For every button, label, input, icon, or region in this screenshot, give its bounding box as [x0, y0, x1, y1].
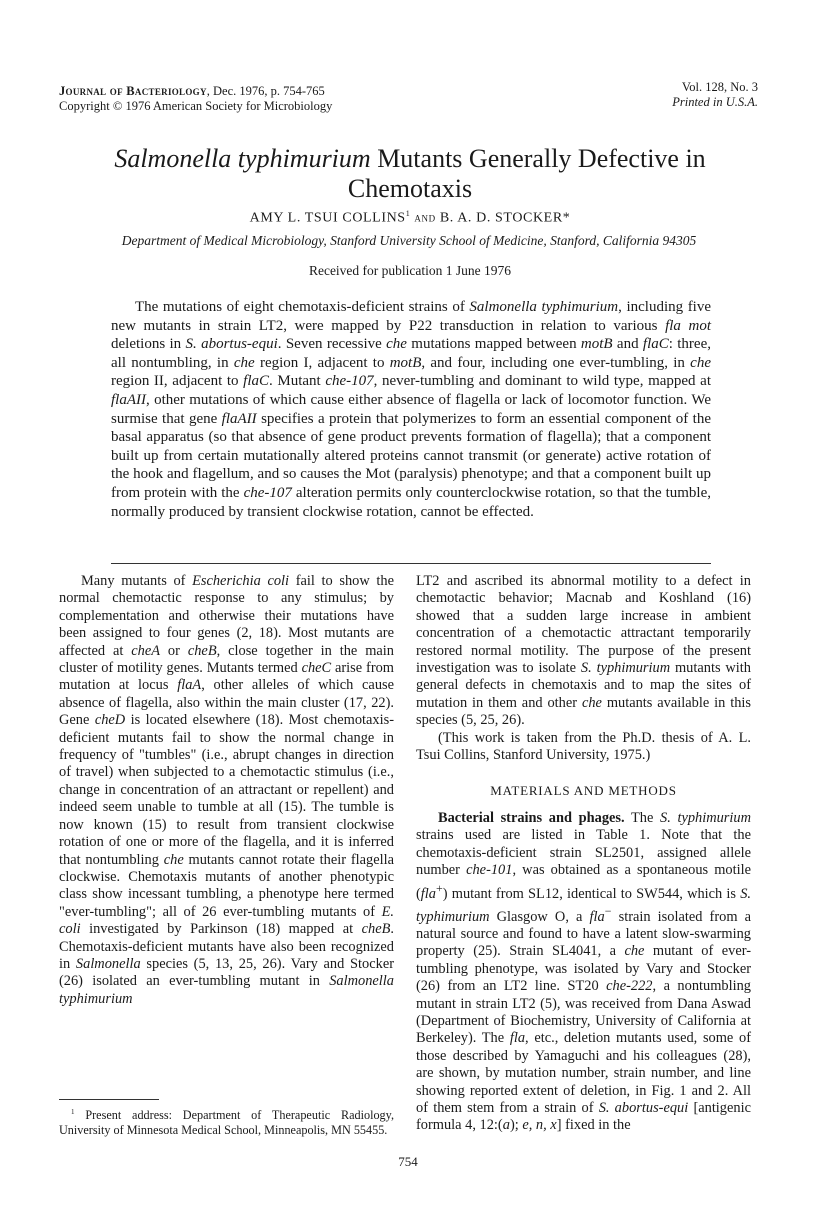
abstract-italic: flaAII [221, 410, 257, 427]
body-italic: che-222 [606, 978, 653, 995]
abstract-divider [111, 563, 711, 564]
abstract-italic: flaAII [111, 391, 146, 408]
abstract-italic: motB [389, 354, 422, 371]
body-text: [antigenic formula 4, 12:( [416, 1099, 751, 1134]
author-1: AMY L. TSUI COLLINS [249, 210, 406, 226]
author-line [60, 209, 760, 227]
body-italic: S. abortus-equi [598, 1099, 689, 1116]
abstract-text: , and four, including one ever-tumbling, in [421, 354, 691, 371]
author-and: and [414, 209, 436, 225]
abstract-text: region I, adjacent to [254, 354, 390, 371]
journal-name: Journal of Bacteriology [59, 84, 207, 98]
abstract-text: , including five new mutants in strain LT2, were mapped by P22 transduction in relation to various [111, 299, 712, 334]
abstract-text: The mutations of eight chemotaxis-deficient strains of [135, 299, 470, 315]
abstract-italic: che [233, 354, 255, 371]
body-italic: che-101 [466, 862, 513, 879]
body-text: Glasgow O, a [489, 908, 590, 925]
superscript: + [436, 880, 443, 895]
abstract-italic: che [386, 336, 407, 353]
abstract-text: . Mutant [269, 373, 326, 390]
body-italic: che [581, 694, 602, 711]
body-text: ) mutant from SL12, identical to SW544, which is [442, 885, 741, 902]
superscript: − [604, 903, 612, 918]
received-date: Received for publication 1 June 1976 [308, 263, 512, 278]
issue-date: , Dec. 1976, p. 754-765 [206, 84, 325, 98]
abstract-italic: S. abortus-equi [185, 336, 278, 353]
body-text: ] fixed in the [556, 1117, 631, 1134]
volume-info: Vol. 128, No. 3 [681, 80, 758, 94]
body-text: , close together in the main cluster of motility genes. Mutants termed [59, 642, 394, 677]
body-text: or [160, 642, 188, 659]
abstract-text: : three, all nontumbling, in [111, 336, 711, 371]
body-text: mutant of ever-tumbling phenotype, was isolated by Vary and Stocker (26) from an LT2 line. ST20 [416, 943, 751, 995]
title-species: Salmonella typhimurium [114, 144, 371, 173]
body-text: strains used are listed in Table 1. Note that the chemotaxis-deficient strain SL2501, assigned allele number [416, 827, 751, 879]
abstract-text: , other mutations of which cause either absence of flagella or lack of locomotor function. We surmise that gene [111, 391, 711, 427]
thesis-note: (This work is taken from the Ph.D. thesis of A. L. Tsui Collins, Stanford University, 1975.) [416, 729, 751, 764]
abstract-italic: fla mot [665, 317, 711, 334]
intro-paragraph [59, 573, 394, 1008]
abstract-italic: motB [580, 336, 613, 353]
body-text: . Chemotaxis-deficient mutants have also been recognized in [59, 921, 394, 972]
article-title [60, 144, 760, 204]
body-italic: E. coli [59, 903, 394, 938]
abstract-text: region II, adjacent to [111, 373, 244, 390]
footnote-divider [59, 1099, 159, 1100]
body-italic: Escherichia coli [192, 573, 290, 589]
body-text: investigated by Parkinson (18) mapped at [80, 921, 362, 938]
body-text: , was obtained as a spontaneous motile ( [416, 862, 752, 902]
intro-continuation [416, 573, 751, 730]
body-italic: fla [509, 1030, 526, 1047]
footnote-mark: 1 [71, 1108, 75, 1116]
methods-paragraph [416, 810, 751, 1135]
left-column [59, 573, 394, 1008]
body-italic: che [163, 851, 184, 868]
body-text: fail to show the normal chemotactic response to any stimulus; by complementation and otherwise their mutations have been assigned to four genes (2, 18). Most mutants are affected at [59, 573, 394, 659]
body-italic: S. typhimurium [580, 660, 671, 677]
author-2: B. A. D. STOCKER [439, 210, 563, 226]
section-heading-materials-methods: MATERIALS AND METHODS [490, 783, 677, 799]
body-text: Many mutants of [81, 573, 193, 589]
abstract-text: deletions in [111, 336, 186, 353]
abstract [111, 298, 711, 521]
abstract-italic: flaC [243, 373, 269, 390]
body-text: LT2 and ascribed its abnormal motility to a defect in chemotactic behavior; Macnab and Koshland (16) showed that a sudden large increase in ambient concentration of a chemotactic attractant temporarily restored normal motility. The purpose of the present investigation was to isolate [416, 573, 751, 677]
abstract-text: alteration permits only counterclockwise rotation, so that the tumble, normally produced by transient clockwise rotation, cannot be effected. [111, 484, 712, 520]
copyright-line: Copyright © 1976 American Society for Microbiology [59, 99, 333, 113]
abstract-italic: flaC [642, 336, 669, 353]
body-italic: S. typhimurium [660, 809, 751, 826]
printed-info: Printed in U.S.A. [672, 95, 758, 109]
abstract-italic: che [690, 354, 711, 371]
author-2-mark: * [562, 210, 571, 226]
body-italic: fla [589, 908, 605, 925]
body-text: , other alleles of which cause absence of flagella, also within the main cluster (17, 22). Gene [59, 677, 395, 729]
author-1-mark: 1 [405, 209, 411, 218]
footnote [59, 1105, 394, 1137]
body-italic: Salmonella typhimurium [59, 973, 394, 1007]
body-text: strain isolated from a natural source and found to have a latent slow-swarming property (25). Strain SL4041, a [416, 908, 751, 960]
abstract-italic: Salmonella typhimurium [469, 299, 619, 315]
body-italic: cheB [187, 642, 217, 659]
body-text: is located elsewhere (18). Most chemotaxis-deficient mutants fail to show the normal change in frequency of "tumbles" (i.e., abrupt changes in direction of travel) when subjected to a chemotactic stimulus (i.e., change in concentration of an attractant or repellent) and indeed seem unable to tumble at all (15). The tumble is now known (15) to result from transient clockwise rotation of one or more of the flagella, and it is inferred that nontumbling [59, 712, 394, 868]
body-text: mutants available in this species (5, 25, 26). [416, 694, 751, 729]
body-text: ); [509, 1117, 523, 1134]
body-text: , a nontumbling mutant in strain LT2 (5), was received from Dana Aswad (Department of Biochemistry, University of California at Berkeley). The [416, 978, 751, 1047]
abstract-text: , never-tumbling and dominant to wild type, mapped at [373, 373, 711, 390]
body-italic: cheB [361, 921, 391, 938]
affiliation: Department of Medical Microbiology, Stanford University School of Medicine, Stanford, California 94305 [121, 233, 697, 248]
body-italic: flaA [177, 677, 202, 694]
body-italic: cheC [301, 660, 332, 677]
abstract-text: and [612, 336, 643, 353]
body-text: , etc., deletion mutants used, some of those described by Yamaguchi and his colleagues (28), are shown, by mutation number, strain number, and line showing reported extent of deletion, in Fig. 1 and 2. All of them stem from a strain of [416, 1030, 751, 1116]
body-italic: cheD [94, 712, 126, 729]
title-rest: Mutants Generally Defective in Chemotaxis [347, 144, 706, 203]
body-text: arise from mutation at locus [59, 660, 394, 694]
body-italic: fla [420, 885, 436, 902]
body-text: mutants cannot rotate their flagella clockwise. Chemotaxis mutants of another phenotypic class show incessant tumbling, a phenotype here termed "ever-tumbling"; all of 26 ever-tumbling mutants of [59, 851, 394, 920]
volume-header [672, 80, 758, 110]
run-in-heading: Bacterial strains and phages. [438, 809, 625, 826]
body-text: The [624, 809, 661, 826]
body-text: species (5, 13, 25, 26). Vary and Stocker (26) isolated an ever-tumbling mutant in [59, 955, 395, 990]
page-number: 754 [398, 1154, 418, 1169]
body-italic: e, n, x [522, 1117, 557, 1134]
body-text: mutants with general defects in chemotaxis and to map the sites of mutation in them and other [416, 660, 751, 711]
right-column [416, 573, 751, 1135]
abstract-text: specifies a protein that polymerizes to form an essential component of the basal apparatus (so that absence of gene product prevents formation of flagella); that a component built up from certain mutationally altered proteins cannot transmit (or generate) active rotation of the hook and flagellum, and so causes the Mot (paralysis) phenotype; and that a component built up from protein with the [111, 410, 711, 501]
body-italic: cheA [131, 642, 161, 659]
footnote-text: Present address: Department of Therapeutic Radiology, University of Minnesota Medical School, Minneapolis, MN 55455. [59, 1108, 394, 1137]
body-italic: S. typhimurium [416, 885, 751, 925]
abstract-text: mutations mapped between [406, 336, 581, 353]
body-italic: che [624, 943, 645, 960]
body-italic: a [502, 1117, 510, 1134]
body-italic: Salmonella [75, 955, 141, 972]
abstract-italic: che-107 [325, 373, 374, 390]
abstract-text: . Seven recessive [277, 336, 387, 353]
journal-header [59, 84, 332, 114]
abstract-italic: che-107 [243, 484, 292, 501]
